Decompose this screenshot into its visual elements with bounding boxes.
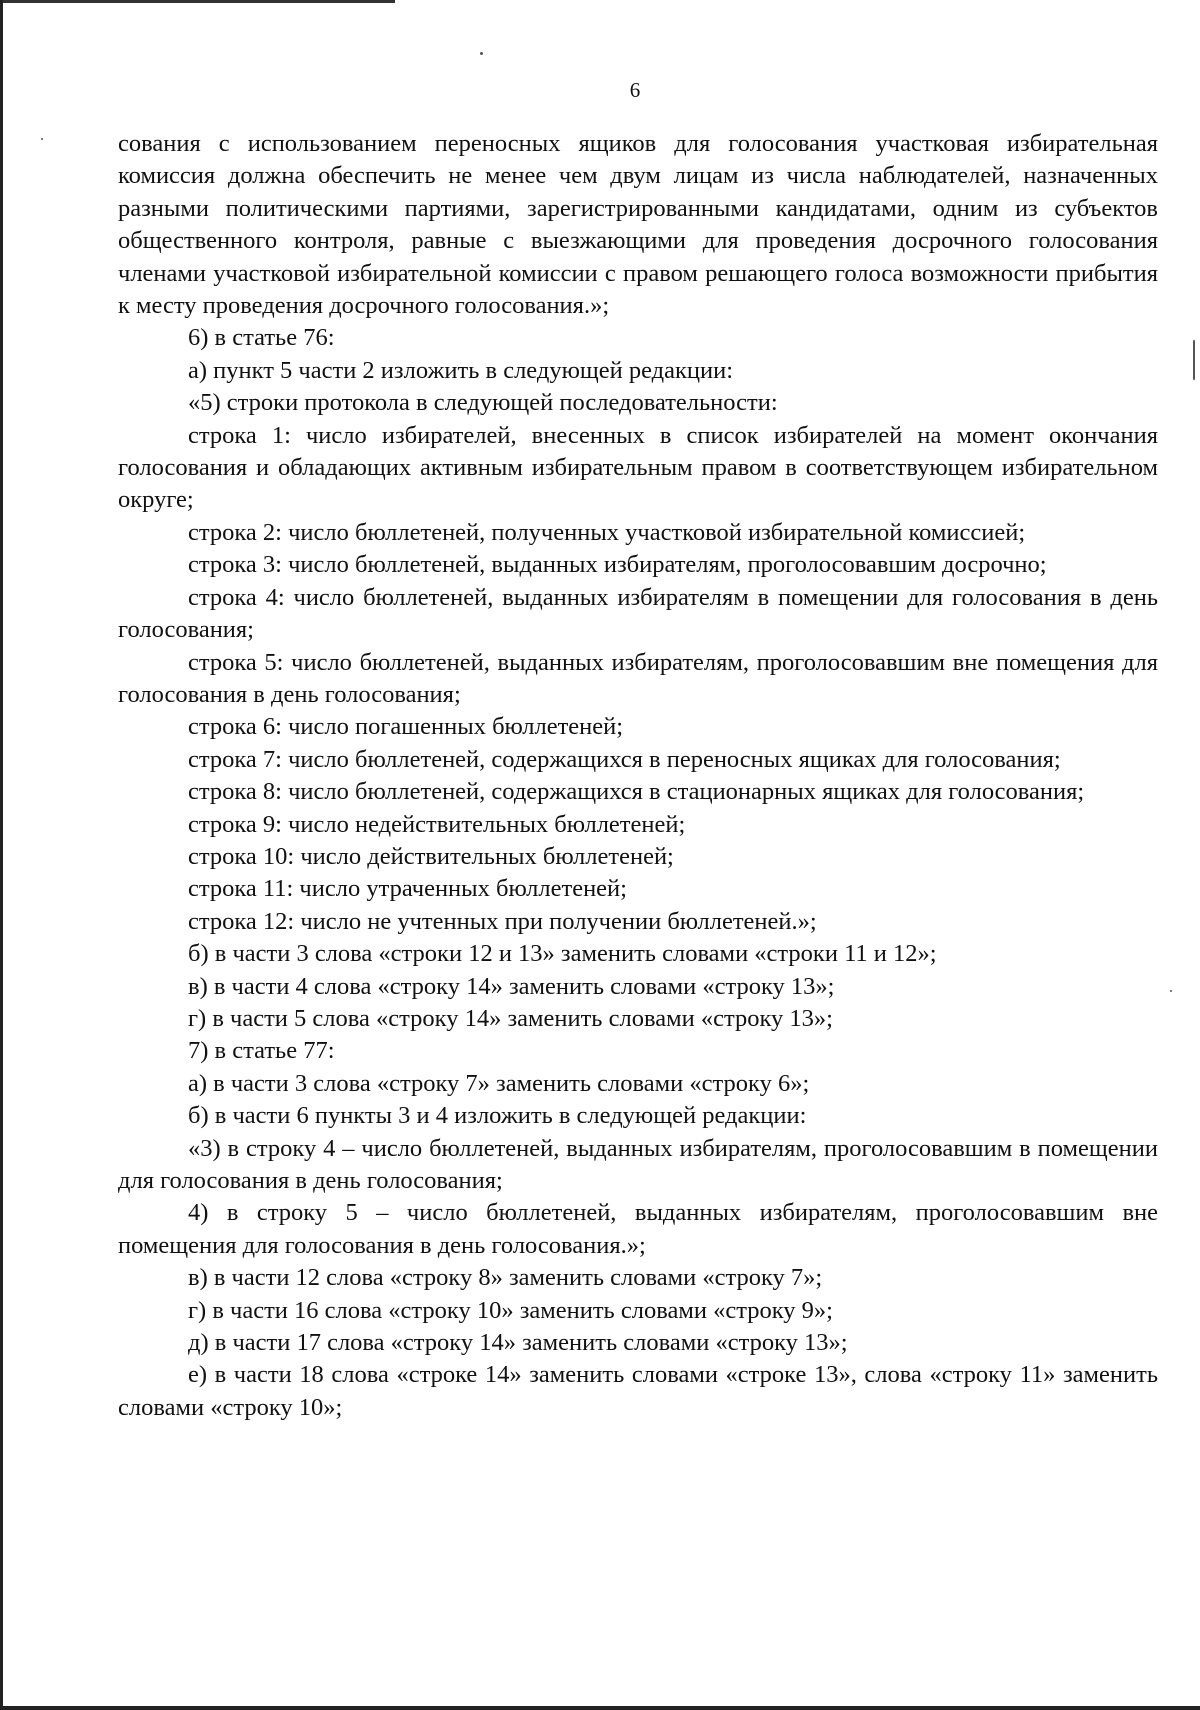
- paragraph: строка 7: число бюллетеней, содержащихся в переносных ящиках для голосования;: [188, 745, 1061, 773]
- paragraph: в) в части 4 слова «строку 14» заменить словами «строку 13»;: [188, 972, 835, 1000]
- scan-edge-left: [0, 0, 3, 1710]
- scan-speck: [41, 138, 43, 140]
- document-body: [118, 128, 1158, 1424]
- paragraph: строка 3: число бюллетеней, выданных избирателям, проголосовавшим досрочно;: [188, 551, 1047, 579]
- paragraph: строка 6: число погашенных бюллетеней;: [188, 713, 624, 741]
- paragraph: 7) в статье 77:: [188, 1037, 335, 1065]
- scan-speck: [1170, 990, 1172, 992]
- paragraph: строка 4: число бюллетеней, выданных избирателям в помещении для голосования в день голосования;: [118, 583, 1158, 644]
- paragraph: е) в части 18 слова «строке 14» заменить словами «строке 13», слова «строку 11» заменить словами «строку 10»;: [118, 1361, 1158, 1421]
- paragraph: а) пункт 5 части 2 изложить в следующей редакции:: [188, 356, 734, 384]
- paragraph: строка 11: число утраченных бюллетеней;: [188, 875, 627, 903]
- paragraph: «5) строки протокола в следующей последовательности:: [188, 389, 778, 417]
- paragraph: сования с использованием переносных ящиков для голосования участковая избирательная комиссия должна обеспечить не менее чем двум лицам из числа наблюдателей, назначенных разными политическими партиями, зарегистрированными кандидатами, одним из субъектов общественного контроля, равные с выезжающими для проведения досрочного голосования членами участковой избирательной комиссии с правом решающего голоса возможности прибытия к месту проведения досрочного голосования.»;: [118, 130, 1158, 320]
- paragraph: «3) в строку 4 – число бюллетеней, выданных избирателям, проголосовавшим в помещении для голосования в день голосования;: [118, 1134, 1158, 1194]
- scan-edge-bottom: [0, 1706, 1200, 1710]
- paragraph: строка 10: число действительных бюллетеней;: [188, 842, 674, 870]
- paragraph: строка 5: число бюллетеней, выданных избирателям, проголосовавшим вне помещения для голосования в день голосования;: [118, 648, 1158, 708]
- scan-speck: [480, 52, 483, 55]
- paragraph: строка 1: число избирателей, внесенных в список избирателей на момент окончания голосования и обладающих активным избирательным правом в соответствующем избирательном округе;: [118, 421, 1158, 514]
- paragraph: в) в части 12 слова «строку 8» заменить словами «строку 7»;: [188, 1264, 823, 1292]
- paragraph: д) в части 17 слова «строку 14» заменить словами «строку 13»;: [188, 1329, 848, 1357]
- paragraph: строка 2: число бюллетеней, полученных участковой избирательной комиссией;: [188, 518, 1026, 546]
- paragraph: б) в части 6 пункты 3 и 4 изложить в следующей редакции:: [188, 1102, 807, 1130]
- paragraph: 4) в строку 5 – число бюллетеней, выданных избирателям, проголосовавшим вне помещения для голосования в день голосования.»;: [118, 1199, 1158, 1259]
- paragraph: строка 9: число недействительных бюллетеней;: [188, 810, 686, 838]
- scan-speck: [1193, 340, 1195, 380]
- paragraph: строка 12: число не учтенных при получении бюллетеней.»;: [188, 907, 817, 935]
- paragraph: а) в части 3 слова «строку 7» заменить словами «строку 6»;: [188, 1069, 810, 1097]
- paragraph: 6) в статье 76:: [188, 324, 335, 352]
- paragraph: г) в части 16 слова «строку 10» заменить словами «строку 9»;: [188, 1296, 833, 1324]
- paragraph: б) в части 3 слова «строки 12 и 13» заменить словами «строки 11 и 12»;: [188, 940, 937, 968]
- scan-edge-top: [0, 0, 395, 3]
- paragraph: строка 8: число бюллетеней, содержащихся в стационарных ящиках для голосования;: [188, 778, 1085, 806]
- page-number: 6: [629, 78, 641, 102]
- paragraph: г) в части 5 слова «строку 14» заменить словами «строку 13»;: [188, 1004, 833, 1032]
